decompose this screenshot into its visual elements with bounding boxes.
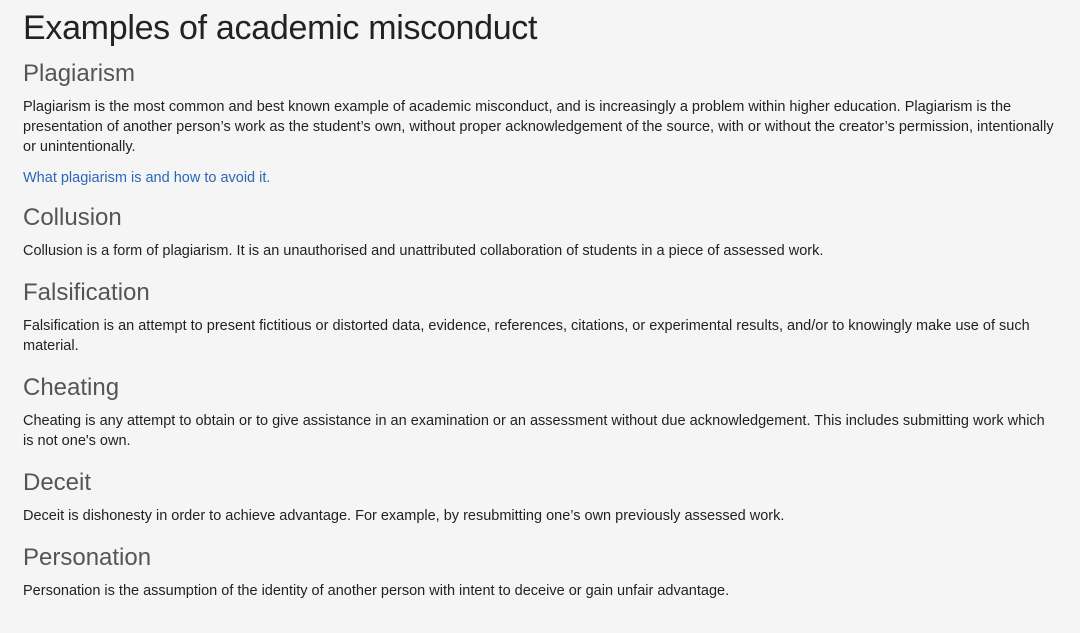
section-body-deceit: Deceit is dishonesty in order to achieve advantage. For example, by resubmitting one’s own previously assessed work.: [23, 508, 785, 524]
section-body-plagiarism: Plagiarism is the most common and best known example of academic misconduct, and is increasingly a problem within higher education. Plagiarism is the presentation of another person’s work as the student’s own, without proper acknowledgement of the source, with or without the creator’s permission, intentionally or unintentionally.: [23, 99, 1054, 155]
section-falsification: [23, 278, 1056, 356]
section-cheating: [23, 373, 1056, 451]
section-body-personation: Personation is the assumption of the identity of another person with intent to deceive or gain unfair advantage.: [23, 583, 730, 599]
section-heading-plagiarism: Plagiarism: [23, 60, 136, 87]
plagiarism-guide-link[interactable]: What plagiarism is and how to avoid it.: [23, 170, 271, 186]
section-deceit: [23, 468, 1056, 526]
section-heading-falsification: Falsification: [23, 279, 150, 306]
section-heading-collusion: Collusion: [23, 204, 122, 231]
section-body-cheating: Cheating is any attempt to obtain or to give assistance in an examination or an assessment without due acknowledgement. This includes submitting work which is not one's own.: [23, 413, 1045, 449]
section-collusion: [23, 203, 1056, 261]
section-body-collusion: Collusion is a form of plagiarism. It is an unauthorised and unattributed collaboration of students in a piece of assessed work.: [23, 243, 824, 259]
section-heading-cheating: Cheating: [23, 374, 120, 401]
section-body-falsification: Falsification is an attempt to present fictitious or distorted data, evidence, references, citations, or experimental results, and/or to knowingly make use of such material.: [23, 318, 1030, 354]
section-plagiarism: [23, 59, 1056, 188]
section-personation: [23, 543, 1056, 601]
page-title: Examples of academic misconduct: [23, 9, 538, 47]
section-heading-deceit: Deceit: [23, 469, 92, 496]
section-heading-personation: Personation: [23, 544, 152, 571]
